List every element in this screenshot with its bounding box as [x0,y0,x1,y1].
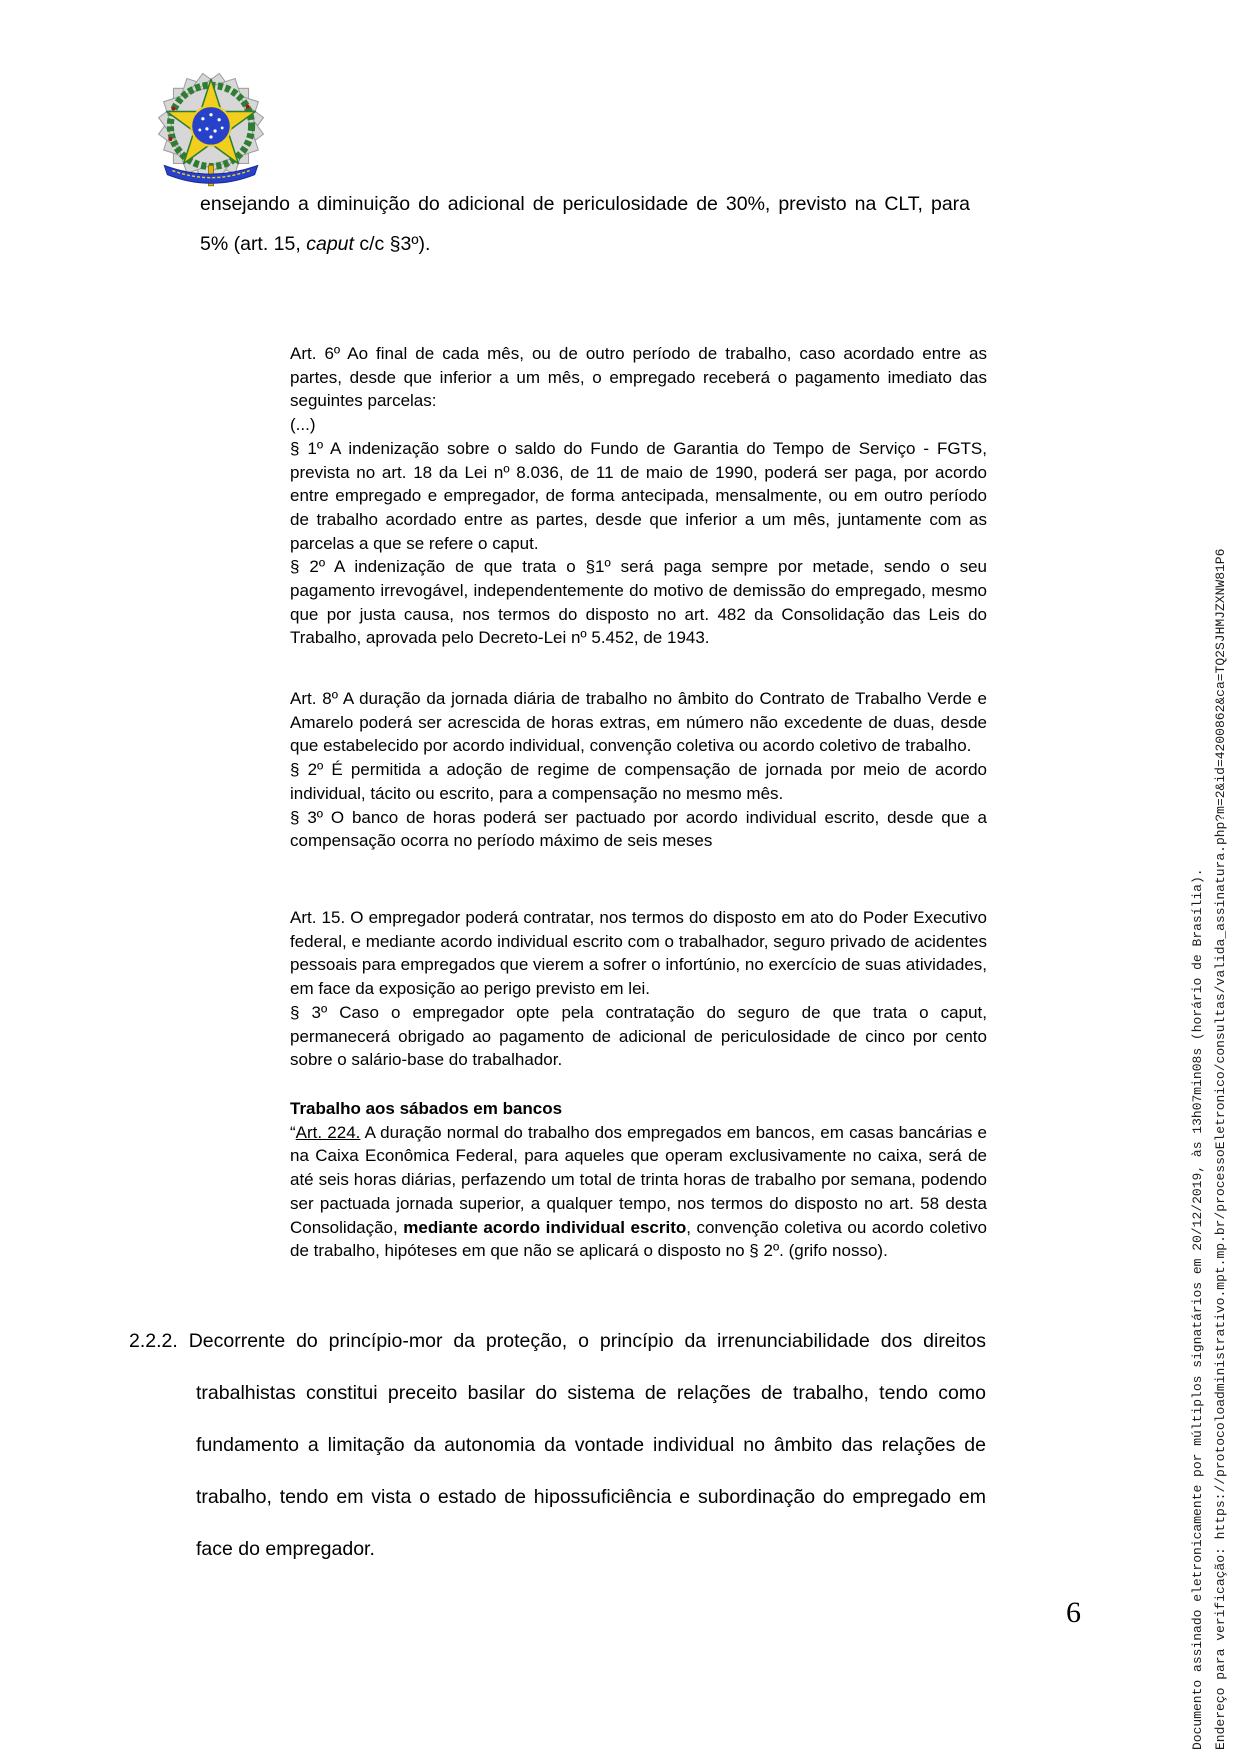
signature-sidebar [1186,480,1232,1750]
quote-ellipsis: (...) [290,415,316,435]
quote-paragraph: Art. 8º A duração da jornada diária de trabalho no âmbito do Contrato de Trabalho Verde e Amarelo poderá ser acrescida de horas extras, em número não excedente de duas, desde que estabelecido por acordo individual, convenção coletiva ou acordo coletivo de trabalho. [290,689,987,756]
section-text: Decorrente do princípio-mor da proteção, o princípio da irrenunciabilidade dos direitos trabalhistas constitui preceito basilar do sistema de relações de trabalho, tendo como fundamento a limitação da autonomia da vontade individual no âmbito das relações de trabalho, tendo em vista o estado de hipossuficiência e subordinação do empregado em face do empregador. [188,1330,986,1560]
intro-text-end: c/c §3º). [353,233,431,255]
quote-body: A duração normal do trabalho dos empregados em bancos, em casas bancárias e na Caixa Econômica Federal, para aqueles que operam exclusivamente no caixa, será de até seis horas diárias, perfazendo um total de trinta horas de trabalho por semana, podendo ser pactuada jornada superior, a qualquer tempo, nos termos do disposto no art. 58 desta Consolidação, [290,1122,987,1237]
quote-paragraph: Art. 6º Ao final de cada mês, ou de outro período de trabalho, caso acordado entre as partes, desde que inferior a um mês, o empregado receberá o pagamento imediato das seguintes parcelas: [290,344,987,411]
quote-tail: , convenção coletiva ou acordo coletivo de trabalho, hipóteses em que não se aplicará o disposto no § 2º. (grifo nosso). [290,1217,987,1261]
page-number: 6 [1066,1596,1081,1629]
quote-paragraph: § 3º Caso o empregador opte pela contratação do seguro de que trata o caput, permanecerá obrigado ao pagamento de adicional de periculosidade de cinco por cento sobre o salário-base do trabalhador. [290,1002,987,1070]
quote-block-art224 [290,1097,987,1263]
quote-paragraph [290,1121,987,1263]
quote-heading: Trabalho aos sábados em bancos [290,1099,563,1118]
signature-verification-line: Endereço para verificação: https://protocoloadministrativo.mpt.mp.br/processoEletronico/consultas/valida_assinatura.php?m=2&id=4200862&ca=TQ2SJHMJZXNW81P6 [1213,548,1228,1750]
quote-bold-segment: mediante acordo individual escrito [403,1217,687,1237]
intro-text: ensejando a diminuição do adicional de periculosidade de 30%, previsto na CLT, para 5% (art. 15, [200,193,970,255]
intro-italic-caput: caput [306,233,354,255]
quote-paragraph: § 3º O banco de horas poderá ser pactuado por acordo individual escrito, desde que a compensação ocorra no período máximo de seis meses [290,807,987,851]
intro-paragraph [200,184,970,264]
section-2-2-2-paragraph [129,1315,986,1575]
quote-paragraph: § 1º A indenização sobre o saldo do Fundo de Garantia do Tempo de Serviço - FGTS, prevista no art. 18 da Lei nº 8.036, de 11 de maio de 1990, poderá ser paga, por acordo entre empregado e empregador, de forma antecipada, mensalmente, ou em outro período de trabalho acordado entre as partes, desde que inferior a um mês, juntamente com as parcelas a que se refere o caput. [290,438,987,553]
signature-line: Documento assinado eletronicamente por múltiplos signatários em 20/12/2019, às 13h07min08s (horário de Brasília). [1190,868,1205,1750]
open-quote-mark: “ [290,1122,296,1142]
section-number: 2.2.2. [129,1330,178,1352]
quote-paragraph: § 2º É permitida a adoção de regime de compensação de jornada por meio de acordo individual, tácito ou escrito, para a compensação no mesmo mês. [290,760,987,803]
quote-block-art8 [290,687,987,853]
quote-paragraph: § 2º A indenização de que trata o §1º será paga sempre por metade, sendo o seu pagamento irrevogável, independentemente do motivo de demissão do empregado, mesmo que por justa causa, nos termos do disposto no art. 482 da Consolidação das Leis do Trabalho, aprovada pelo Decreto-Lei nº 5.452, de 1943. [290,557,987,648]
quote-block-art6 [290,342,987,650]
quote-block-art15 [290,906,987,1072]
coat-of-arms-logo [150,68,272,200]
quote-paragraph: Art. 15. O empregador poderá contratar, nos termos do disposto em ato do Poder Executivo federal, e mediante acordo individual escrito com o trabalhador, seguro privado de acidentes pessoais para empregados que vierem a sofrer o infortúnio, no exercício de suas atividades, em face da exposição ao perigo previsto em lei. [290,908,987,999]
article-ref-underlined: Art. 224. [295,1122,361,1142]
